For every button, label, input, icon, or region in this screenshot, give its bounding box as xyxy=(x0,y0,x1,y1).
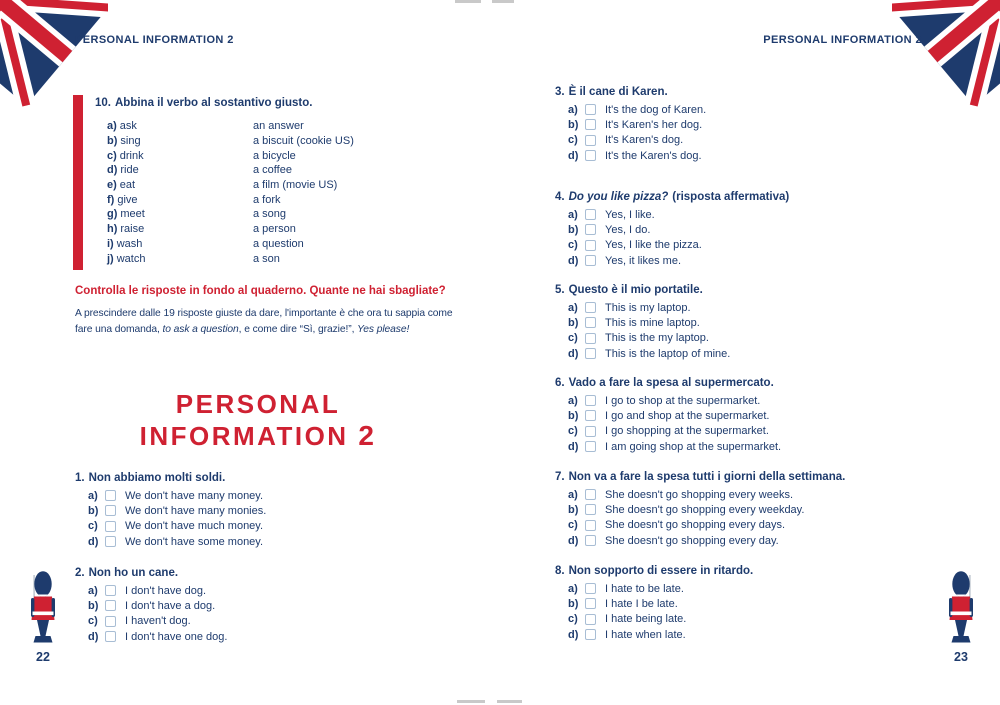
page-number-left: 22 xyxy=(36,650,50,664)
queens-guard-icon xyxy=(23,570,63,648)
queens-guard-icon xyxy=(941,570,981,648)
option-text: Yes, I like the pizza. xyxy=(605,239,702,252)
option-row xyxy=(568,148,950,163)
option-row xyxy=(88,503,465,518)
option-text: She doesn't go shopping every day. xyxy=(605,534,779,547)
option-text: I hate to be late. xyxy=(605,582,684,595)
match-verb: raise xyxy=(120,223,145,236)
option-letter: a) xyxy=(568,208,578,221)
match-noun: a person xyxy=(253,223,296,236)
match-noun: a fork xyxy=(253,193,281,206)
answer-checkbox[interactable] xyxy=(585,255,596,266)
option-letter: b) xyxy=(568,597,579,610)
answer-checkbox[interactable] xyxy=(585,135,596,146)
check-answers-heading: Controlla le risposte in fondo al quaderno. Quante ne hai sbagliate? xyxy=(75,285,446,297)
option-letter: a) xyxy=(88,584,98,597)
exercise-7 xyxy=(555,470,950,548)
crop-mark xyxy=(492,0,514,3)
match-row xyxy=(107,119,460,134)
running-header-left: PERSONAL INFORMATION 2 xyxy=(75,34,234,46)
exercise-title: 2. Non ho un cane. xyxy=(75,567,179,579)
option-row xyxy=(88,583,465,598)
option-row xyxy=(88,614,465,629)
option-text: I hate being late. xyxy=(605,613,687,626)
answer-checkbox[interactable] xyxy=(585,224,596,235)
match-verb: sing xyxy=(120,135,141,148)
match-letter: c) xyxy=(107,149,117,162)
option-letter: c) xyxy=(568,613,578,626)
option-row xyxy=(568,612,950,627)
match-verb: ride xyxy=(120,164,139,177)
option-letter: a) xyxy=(568,488,578,501)
match-letter: d) xyxy=(107,164,118,177)
option-letter: a) xyxy=(88,489,98,502)
match-noun: a song xyxy=(253,208,287,221)
match-verb: watch xyxy=(116,252,146,265)
option-letter: c) xyxy=(568,134,578,147)
exercise-title xyxy=(95,96,460,110)
option-text: I don't have one dog. xyxy=(125,630,228,643)
option-row xyxy=(568,300,950,315)
option-letter: d) xyxy=(568,628,579,641)
option-text: I go and shop at the supermarket. xyxy=(605,409,770,422)
section-number: 2 xyxy=(358,420,377,451)
option-letter: a) xyxy=(568,103,578,116)
answer-checkbox[interactable] xyxy=(585,629,596,640)
option-text: This is the laptop of mine. xyxy=(605,347,731,360)
section-title xyxy=(72,389,444,452)
exercise-6 xyxy=(555,376,950,454)
option-row xyxy=(568,596,950,611)
option-letter: b) xyxy=(568,118,579,131)
option-row xyxy=(568,487,950,502)
match-verb: drink xyxy=(119,149,144,162)
answer-checkbox[interactable] xyxy=(585,395,596,406)
match-letter: h) xyxy=(107,223,118,236)
option-letter: a) xyxy=(568,394,578,407)
option-letter: b) xyxy=(568,503,579,516)
match-letter: e) xyxy=(107,179,117,192)
option-text: We don't have many monies. xyxy=(125,504,267,517)
exercise-title: 4. Do you like pizza? (risposta affermativa) xyxy=(555,191,790,203)
option-text: We don't have many money. xyxy=(125,489,264,502)
match-noun: a son xyxy=(253,252,280,265)
answer-checkbox[interactable] xyxy=(105,616,116,627)
option-row xyxy=(568,315,950,330)
match-noun: a biscuit (cookie US) xyxy=(253,135,354,148)
option-text: I don't have a dog. xyxy=(125,599,216,612)
option-letter: a) xyxy=(568,582,578,595)
option-text: It's the Karen's dog. xyxy=(605,149,702,162)
option-letter: b) xyxy=(568,223,579,236)
option-row xyxy=(568,207,950,222)
exercise-5 xyxy=(555,283,950,361)
option-text: I go shopping at the supermarket. xyxy=(605,425,769,438)
option-letter: d) xyxy=(88,630,99,643)
section-title-line2: INFORMATION 2 xyxy=(139,420,377,451)
answer-checkbox[interactable] xyxy=(585,441,596,452)
option-text: We don't have much money. xyxy=(125,520,264,533)
answer-checkbox[interactable] xyxy=(585,426,596,437)
answer-checkbox[interactable] xyxy=(585,317,596,328)
option-letter: b) xyxy=(88,504,99,517)
option-row xyxy=(568,331,950,346)
match-letter: g) xyxy=(107,208,118,221)
match-letter: f) xyxy=(107,193,115,206)
match-verb: give xyxy=(117,193,138,206)
option-row xyxy=(568,533,950,548)
red-accent-bar xyxy=(73,95,83,270)
answer-checkbox[interactable] xyxy=(105,585,116,596)
option-row xyxy=(568,439,950,454)
option-row xyxy=(568,253,950,268)
option-row xyxy=(88,629,465,644)
option-letter: c) xyxy=(88,520,98,533)
answer-checkbox[interactable] xyxy=(105,521,116,532)
answer-checkbox[interactable] xyxy=(585,489,596,500)
exercise-2 xyxy=(75,566,465,644)
option-row xyxy=(568,102,950,117)
match-row xyxy=(107,237,460,252)
option-row xyxy=(88,519,465,534)
answer-checkbox[interactable] xyxy=(585,614,596,625)
option-letter: d) xyxy=(568,440,579,453)
option-row xyxy=(568,502,950,517)
option-text: I go to shop at the supermarket. xyxy=(605,394,761,407)
answer-checkbox[interactable] xyxy=(585,598,596,609)
match-verb: wash xyxy=(116,237,143,250)
exercise-8 xyxy=(555,564,950,642)
option-row xyxy=(568,393,950,408)
intro-line-2: fare una domanda, to ask a question, e come dire “Sì, grazie!”, Yes please! xyxy=(75,323,410,335)
option-letter: c) xyxy=(88,615,98,628)
match-row xyxy=(107,251,460,266)
option-text: Yes, I like. xyxy=(605,208,655,221)
option-row xyxy=(568,238,950,253)
option-row xyxy=(568,424,950,439)
answer-checkbox[interactable] xyxy=(585,535,596,546)
option-letter: c) xyxy=(568,332,578,345)
match-verb: eat xyxy=(119,179,136,192)
match-row xyxy=(107,134,460,149)
intro-paragraph xyxy=(75,306,475,337)
crop-mark xyxy=(455,0,481,3)
section-title-line1: PERSONAL xyxy=(175,389,341,419)
option-row xyxy=(568,581,950,596)
option-row xyxy=(568,518,950,533)
answer-checkbox[interactable] xyxy=(585,410,596,421)
option-letter: d) xyxy=(568,347,579,360)
union-jack-corner-icon xyxy=(0,0,108,108)
match-letter: j) xyxy=(107,252,114,265)
option-row xyxy=(568,117,950,132)
match-row xyxy=(107,178,460,193)
option-text: I am going shop at the supermarket. xyxy=(605,440,782,453)
exercise-title: 6. Vado a fare la spesa al supermercato. xyxy=(555,377,774,389)
option-text: It's Karen's her dog. xyxy=(605,118,703,131)
answer-checkbox[interactable] xyxy=(585,104,596,115)
answer-checkbox[interactable] xyxy=(105,505,116,516)
match-verb: ask xyxy=(119,120,137,133)
answer-checkbox[interactable] xyxy=(105,490,116,501)
option-text: This is the my laptop. xyxy=(605,332,709,345)
option-text: I don't have dog. xyxy=(125,584,206,597)
option-letter: d) xyxy=(568,254,579,267)
option-letter: a) xyxy=(568,301,578,314)
option-letter: b) xyxy=(568,316,579,329)
option-row xyxy=(568,408,950,423)
exercise-4 xyxy=(555,190,950,268)
match-noun: a coffee xyxy=(253,164,292,177)
running-header-right: PERSONAL INFORMATION 2 xyxy=(763,34,922,46)
option-letter: b) xyxy=(88,599,99,612)
exercise-title: 1. Non abbiamo molti soldi. xyxy=(75,472,226,484)
option-letter: c) xyxy=(568,425,578,438)
exercise-3 xyxy=(555,85,950,163)
guard-figure-right xyxy=(941,570,981,664)
option-letter: b) xyxy=(568,409,579,422)
exercise-10 xyxy=(95,96,460,266)
answer-checkbox[interactable] xyxy=(585,333,596,344)
option-text: This is my laptop. xyxy=(605,301,691,314)
answer-checkbox[interactable] xyxy=(585,150,596,161)
answer-checkbox[interactable] xyxy=(585,583,596,594)
answer-checkbox[interactable] xyxy=(585,348,596,359)
option-text: It's Karen's dog. xyxy=(605,134,684,147)
match-noun: a film (movie US) xyxy=(253,179,338,192)
intro-line-1: A prescindere dalle 19 risposte giuste da dare, l'importante è che ora tu sappia come xyxy=(75,308,453,319)
option-text: Yes, it likes me. xyxy=(605,254,682,267)
match-row xyxy=(107,192,460,207)
option-text: She doesn't go shopping every weeks. xyxy=(605,488,793,501)
answer-checkbox[interactable] xyxy=(105,600,116,611)
option-row xyxy=(88,598,465,613)
match-noun: an answer xyxy=(253,120,304,133)
exercise-title: 5. Questo è il mio portatile. xyxy=(555,284,703,296)
match-verb: meet xyxy=(120,208,145,221)
option-row xyxy=(568,133,950,148)
answer-checkbox[interactable] xyxy=(585,209,596,220)
crop-mark xyxy=(457,700,485,703)
guard-figure-left xyxy=(23,570,63,664)
option-letter: c) xyxy=(568,239,578,252)
option-text: She doesn't go shopping every weekday. xyxy=(605,503,805,516)
match-letter: a) xyxy=(107,120,117,133)
answer-checkbox[interactable] xyxy=(585,520,596,531)
match-list xyxy=(95,119,460,266)
match-letter: i) xyxy=(107,237,114,250)
match-row xyxy=(107,163,460,178)
option-text: I hate I be late. xyxy=(605,597,678,610)
option-text: She doesn't go shopping every days. xyxy=(605,519,786,532)
option-letter: c) xyxy=(568,519,578,532)
option-row xyxy=(568,346,950,361)
option-letter: d) xyxy=(88,535,99,548)
match-row xyxy=(107,207,460,222)
exercise-title: 7. Non va a fare la spesa tutti i giorni della settimana. xyxy=(555,471,846,483)
match-noun: a question xyxy=(253,237,304,250)
answer-checkbox[interactable] xyxy=(585,240,596,251)
option-row xyxy=(568,627,950,642)
option-text: It's the dog of Karen. xyxy=(605,103,707,116)
match-letter: b) xyxy=(107,135,118,148)
exercise-title: 8. Non sopporto di essere in ritardo. xyxy=(555,565,754,577)
option-letter: d) xyxy=(568,534,579,547)
option-text: This is mine laptop. xyxy=(605,316,700,329)
exercise-1 xyxy=(75,471,465,549)
answer-checkbox[interactable] xyxy=(585,302,596,313)
answer-checkbox[interactable] xyxy=(105,536,116,547)
option-row xyxy=(88,488,465,503)
match-row xyxy=(107,148,460,163)
option-row xyxy=(568,222,950,237)
option-text: I haven't dog. xyxy=(125,615,191,628)
crop-mark xyxy=(497,700,522,703)
match-noun: a bicycle xyxy=(253,149,296,162)
exercise-title-text: Abbina il verbo al sostantivo giusto. xyxy=(115,97,313,109)
answer-checkbox[interactable] xyxy=(585,119,596,130)
option-text: I hate when late. xyxy=(605,628,686,641)
page-number-right: 23 xyxy=(954,650,968,664)
answer-checkbox[interactable] xyxy=(105,631,116,642)
answer-checkbox[interactable] xyxy=(585,504,596,515)
exercise-title: 3. È il cane di Karen. xyxy=(555,86,668,98)
match-row xyxy=(107,222,460,237)
option-letter: d) xyxy=(568,149,579,162)
exercise-number: 10. xyxy=(95,97,111,109)
option-text: We don't have some money. xyxy=(125,535,264,548)
option-text: Yes, I do. xyxy=(605,223,651,236)
option-row xyxy=(88,534,465,549)
